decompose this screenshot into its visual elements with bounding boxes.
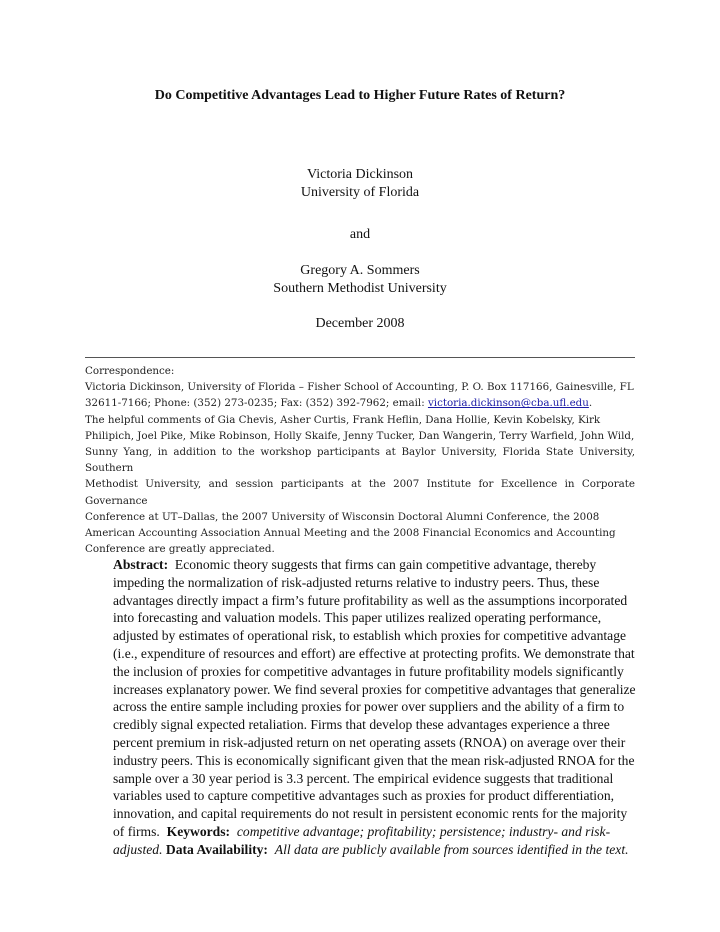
correspondence-heading: Correspondence: xyxy=(85,365,175,377)
author-affiliation: Southern Methodist University xyxy=(273,281,447,296)
contact-suffix: . xyxy=(588,397,593,410)
keywords-text: competitive advantage; profitability; persistence; industry- and risk-adjusted. xyxy=(113,823,611,857)
author-block-2 xyxy=(0,262,720,298)
acknowledgement-line: Sunny Yang, in addition to the workshop participants at Baylor University, Florida State University, Southern xyxy=(85,446,635,475)
data-availability-text: All data are publicly available from sources identified in the text. xyxy=(274,841,629,857)
author-affiliation: University of Florida xyxy=(300,185,420,200)
correspondence-block xyxy=(85,363,635,557)
acknowledgement-line: Philipich, Joel Pike, Mike Robinson, Holly Skaife, Jenny Tucker, Dan Wangerin, Terry Warfield, John Wild, xyxy=(85,429,635,442)
divider xyxy=(85,357,635,358)
author-name: Gregory A. Sommers xyxy=(300,263,420,278)
acknowledgement-line: The helpful comments of Gia Chevis, Asher Curtis, Frank Heflin, Dana Hollie, Kevin Kobelsky, Kirk xyxy=(85,413,601,426)
abstract-label: Abstract: xyxy=(113,557,169,572)
acknowledgement-line: American Accounting Association Annual Meeting and the 2008 Financial Economics and Accounting xyxy=(85,527,616,540)
acknowledgement-line: Methodist University, and session participants at the 2007 Institute for Excellence in Corporate Governance xyxy=(85,478,635,507)
author-block-1 xyxy=(0,166,720,202)
email-link[interactable]: victoria.dickinson@cba.ufl.edu xyxy=(427,397,589,410)
acknowledgement-line: Conference at UT–Dallas, the 2007 University of Wisconsin Doctoral Alumni Conference, the 2008 xyxy=(85,510,600,523)
acknowledgement-line: Conference are greatly appreciated. xyxy=(85,543,275,556)
author-conjunction: and xyxy=(349,227,371,242)
correspondence-address: Victoria Dickinson, University of Florida – Fisher School of Accounting, P. O. Box 117166, Gainesville, FL xyxy=(85,381,634,394)
abstract xyxy=(113,556,636,859)
paper-date: December 2008 xyxy=(315,316,405,331)
paper-title: Do Competitive Advantages Lead to Higher Future Rates of Return? xyxy=(154,88,566,103)
author-name: Victoria Dickinson xyxy=(306,167,414,182)
correspondence-contact xyxy=(85,395,635,411)
contact-text: 32611-7166; Phone: (352) 273-0235; Fax: (352) 392-7962; email: xyxy=(85,397,428,410)
abstract-body: Economic theory suggests that firms can gain competitive advantage, thereby impeding the normalization of risk-adjusted returns relative to industry peers. Thus, these advantages directly impact a firm’s future profitability as well as the assumptions incorporated into forecasting and valuation models. This paper utilizes realized operating performance, adjusted by estimates of operational risk, to establish which proxies for competitive advantage (i.e., expenditure of resources and effort) are effective at protecting profits. We demonstrate that the inclusion of proxies for competitive advantages in future profitability models significantly increases explanatory power. We find several proxies for competitive advantages that generalize across the entire sample including proxies for power over suppliers and the ability of a firm to credibly signal expected retaliation. Firms that develop these advantages experience a three percent premium in risk-adjusted return on net operating assets (RNOA) on average over their industry peers. This is economically significant given that the mean risk-adjusted RNOA for the sample over a 30 year period is 3.3 percent. The empirical evidence suggests that traditional variables used to capture competitive advantages such as proxies for product differentiation, innovation, and capital requirements do not result in persistent economic rents for the majority of firms. xyxy=(113,557,636,839)
data-availability-label: Data Availability: xyxy=(165,841,268,857)
keywords-label: Keywords: xyxy=(166,823,231,839)
